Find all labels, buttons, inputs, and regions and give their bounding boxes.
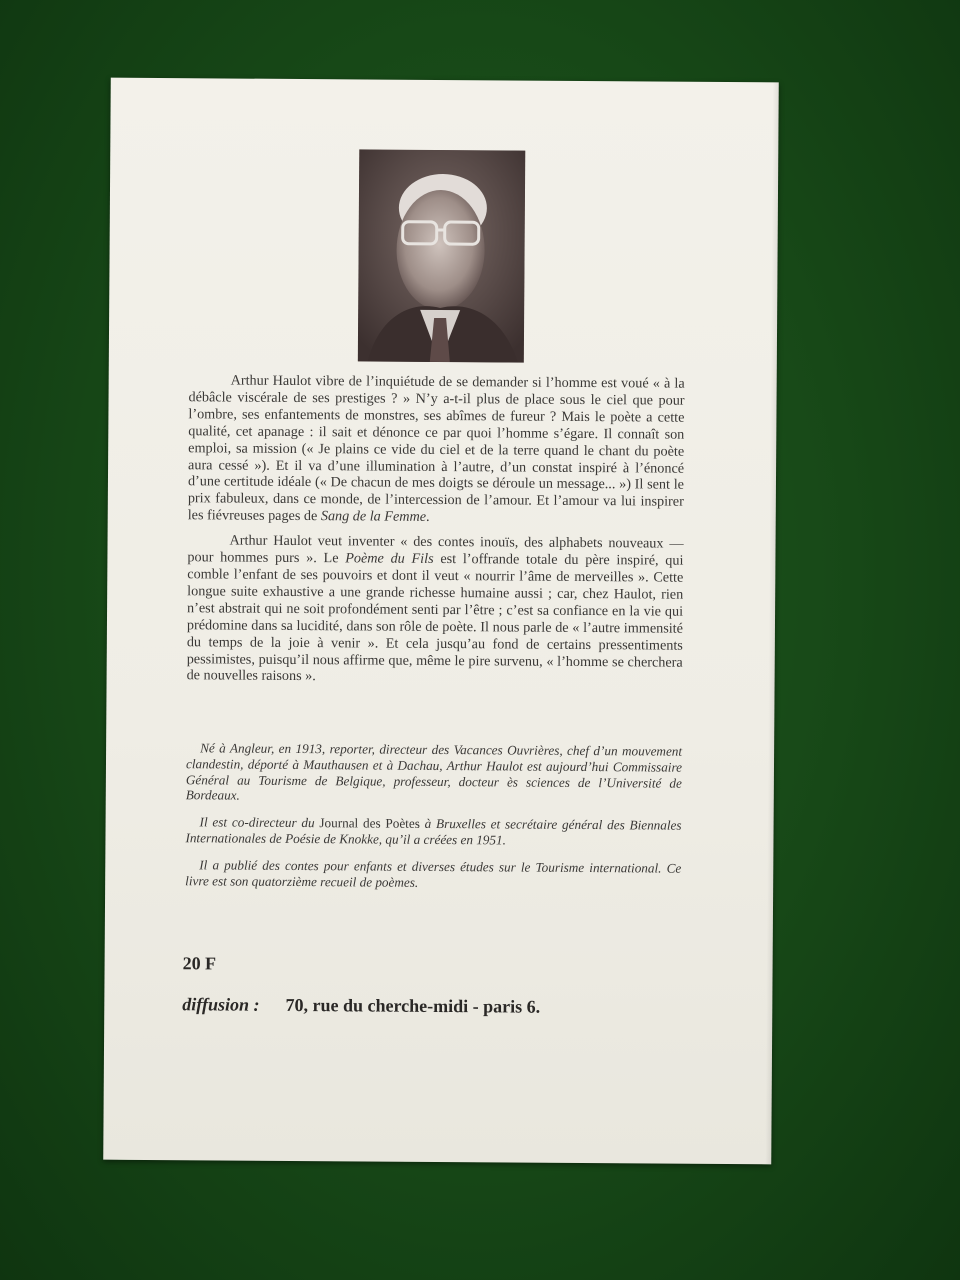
description-paragraph-1 (188, 372, 685, 528)
book-title-poeme-du-fils: Poème du Fils (345, 550, 434, 568)
author-biography (185, 740, 682, 903)
bio-paragraph-3: Il a publié des contes pour enfants et diverses études sur le Tourisme international. Ce livre est son quatorzième recueil de poèmes. (185, 857, 682, 890)
bio-text: à Bruxelles et secrétaire général des Biennales Internationales de Poésie de Knokke, qu’il a créées en 1951. (185, 816, 682, 848)
author-description (186, 372, 684, 696)
description-text: Arthur Haulot veut inventer « des contes inouïs, des alphabets nouveaux — pour hommes purs ». Le (187, 532, 684, 567)
price-label: 20 F (182, 953, 217, 974)
bio-paragraph-1: Né à Angleur, en 1913, reporter, directeur des Vacances Ouvrières, chef d’un mouvement clandestin, déporté à Mauthausen et à Dachau, Arthur Haulot est aujourd’hui Commissaire Général au Tourisme de Belgique, professeur, docteur ès sciences de l’Université de Bordeaux. (185, 740, 683, 803)
book-title-sang-de-la-femme: Sang de la Femme (320, 508, 427, 526)
distribution-address: 70, rue du cherche-midi - paris 6. (285, 994, 541, 1017)
description-text: . (426, 509, 430, 526)
author-portrait-photo (358, 149, 525, 362)
distribution-line (182, 994, 682, 1018)
bio-paragraph-2 (185, 814, 681, 849)
description-text: Arthur Haulot vibre de l’inquiétude de se demander si l’homme est voué « à la débâcle viscérale de ses prestiges ? » N’y a-t-il plus de place sous le ciel que pour l’ombre, ses enfantements de monstres, ses abîmes de fureur ? Mais le poète a cette qualité, cet apanage : il sait et dénonce ce par quoi l’homme s’égare. Il connaît son emploi, sa mission (« Je plains ce vide du ciel et de la terre quand le chant du poète aura cessé »). Et il va d’une illumination à l’autre, d’un constat inspiré à l’énoncé d’une certitude idéale (« De chacun de mes doigts se déroule un message... ») Il sent le prix fabuleux, dans ce monde, de l’intercession de l’amour. Et l’amour va lui inspirer les fiévreuses pages de (187, 372, 685, 525)
cover-edge-shadow (765, 82, 779, 1164)
distribution-label: diffusion : (182, 994, 260, 1015)
journal-title: Journal des Poètes (319, 815, 420, 832)
description-text: est l’offrande totale du père inspiré, qui comble l’enfant de ses pouvoirs et dont il veut « nourrir l’âme de merveilles ». Cette longue suite exhaustive a une grande richesse humaine aussi ; car, chez Haulot, rien n’est abstrait qui ne soit profondément senti par l’être ; c’est sa confiance en la vie qui prédomine dans sa lucidité, dans son rôle de poète. Il nous parle de « l’autre immensité du temps de la joie à venir ». Et cela jusqu’au fond de certains pressentiments pessimistes, puisqu’il nous affirme que, même le pire survenu, « l’homme se cherchera de nouvelles raisons ». (186, 551, 684, 685)
bio-text: Il est co-directeur du (199, 814, 320, 831)
description-paragraph-2 (187, 532, 684, 688)
book-back-cover (103, 78, 779, 1165)
